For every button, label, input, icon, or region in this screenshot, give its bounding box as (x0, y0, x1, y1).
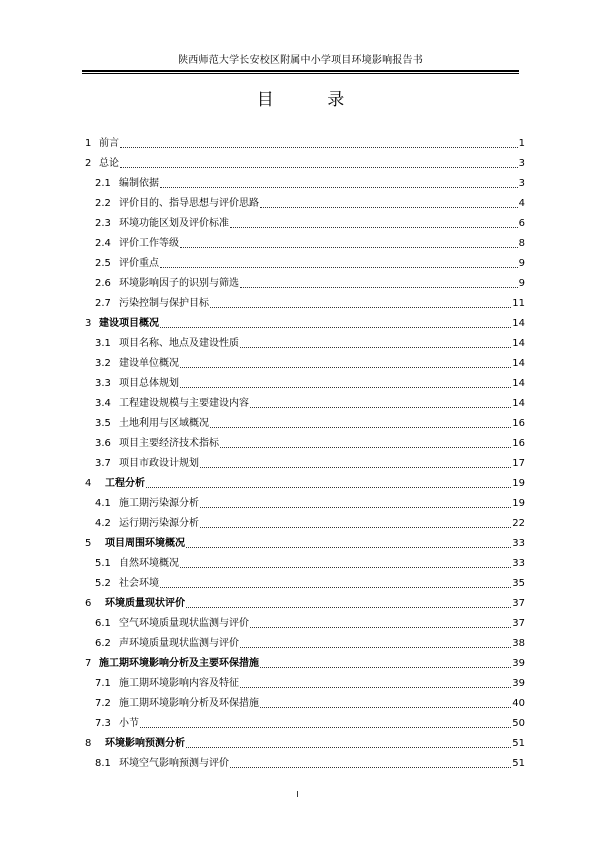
toc-entry-title: 土地利用与区域概况 (119, 418, 209, 429)
toc-entry[interactable] (82, 570, 525, 590)
table-of-contents (82, 130, 525, 770)
toc-entry-page: 16 (512, 438, 525, 449)
toc-entry[interactable] (82, 470, 525, 490)
toc-entry-number: 7.3 (95, 718, 111, 729)
toc-dot-leader (240, 339, 511, 348)
toc-entry-page: 51 (512, 758, 525, 769)
toc-entry-title: 评价重点 (119, 258, 159, 269)
toc-entry-page: 11 (512, 298, 525, 309)
toc-dot-leader (200, 519, 511, 528)
toc-entry-page: 19 (512, 478, 525, 489)
toc-entry[interactable] (82, 390, 525, 410)
toc-dot-leader (220, 439, 511, 448)
toc-entry-page: 37 (512, 598, 525, 609)
toc-entry-number: 1 (85, 138, 92, 149)
toc-entry[interactable] (82, 450, 525, 470)
toc-entry-number: 7 (85, 658, 92, 669)
toc-entry-title: 施工期污染源分析 (119, 498, 199, 509)
toc-dot-leader (260, 199, 518, 208)
toc-entry-number: 5.1 (95, 558, 111, 569)
toc-entry-title: 项目主要经济技术指标 (119, 438, 219, 449)
toc-entry-page: 6 (518, 218, 525, 229)
toc-entry-number: 3.1 (95, 338, 111, 349)
toc-entry-number: 3.3 (95, 378, 111, 389)
toc-dot-leader (240, 639, 511, 648)
toc-dot-leader (240, 279, 518, 288)
toc-dot-leader (250, 399, 511, 408)
toc-dot-leader (200, 499, 511, 508)
toc-dot-leader (120, 139, 518, 148)
toc-entry[interactable] (82, 150, 525, 170)
toc-entry-page: 1 (518, 138, 525, 149)
toc-entry-page: 9 (518, 258, 525, 269)
toc-entry[interactable] (82, 190, 525, 210)
header-rule (82, 70, 519, 72)
toc-entry-title: 自然环境概况 (119, 558, 179, 569)
toc-entry-number: 6 (85, 598, 92, 609)
toc-dot-leader (160, 319, 511, 328)
toc-entry-number: 6.2 (95, 638, 111, 649)
toc-entry-title: 环境空气影响预测与评价 (119, 758, 229, 769)
toc-entry-title: 环境功能区划及评价标准 (119, 218, 229, 229)
toc-entry-number: 8 (85, 738, 92, 749)
toc-entry-page: 14 (512, 378, 525, 389)
toc-dot-leader (180, 359, 511, 368)
toc-entry-title: 社会环境 (119, 578, 159, 589)
toc-entry-number: 6.1 (95, 618, 111, 629)
toc-entry-page: 17 (512, 458, 525, 469)
toc-entry[interactable] (82, 750, 525, 770)
toc-entry-title: 环境质量现状评价 (105, 598, 185, 609)
toc-entry[interactable] (82, 690, 525, 710)
toc-dot-leader (160, 179, 518, 188)
toc-entry-page: 14 (512, 318, 525, 329)
toc-title: 目 录 (256, 90, 369, 110)
toc-entry-title: 工程建设规模与主要建设内容 (119, 398, 249, 409)
toc-entry-page: 4 (518, 198, 525, 209)
toc-entry[interactable] (82, 350, 525, 370)
toc-entry-title: 空气环境质量现状监测与评价 (119, 618, 249, 629)
toc-entry[interactable] (82, 650, 525, 670)
toc-entry-title: 小节 (119, 718, 139, 729)
toc-dot-leader (200, 459, 511, 468)
toc-entry-page: 19 (512, 498, 525, 509)
toc-entry-number: 3.7 (95, 458, 111, 469)
toc-entry-number: 5 (85, 538, 92, 549)
toc-entry[interactable] (82, 730, 525, 750)
toc-entry-page: 37 (512, 618, 525, 629)
toc-dot-leader (250, 619, 511, 628)
toc-entry-number: 2.3 (95, 218, 111, 229)
toc-dot-leader (120, 159, 518, 168)
toc-entry-title: 运行期污染源分析 (119, 518, 199, 529)
toc-entry-number: 7.2 (95, 698, 111, 709)
toc-entry[interactable] (82, 590, 525, 610)
toc-dot-leader (186, 599, 511, 608)
toc-entry-page: 3 (518, 178, 525, 189)
toc-entry-page: 33 (512, 558, 525, 569)
toc-entry-number: 2.2 (95, 198, 111, 209)
toc-entry-page: 35 (512, 578, 525, 589)
toc-dot-leader (260, 659, 511, 668)
page-number: I (296, 790, 299, 799)
toc-entry[interactable] (82, 710, 525, 730)
toc-entry-number: 2 (85, 158, 92, 169)
toc-entry-page: 3 (518, 158, 525, 169)
toc-dot-leader (186, 739, 511, 748)
toc-entry-number: 8.1 (95, 758, 111, 769)
toc-entry-title: 建设单位概况 (119, 358, 179, 369)
toc-entry-number: 4.2 (95, 518, 111, 529)
page-header: 陕西师范大学长安校区附属中小学项目环境影响报告书 (178, 55, 423, 66)
toc-entry-title: 建设项目概况 (99, 318, 159, 329)
toc-entry-number: 3.4 (95, 398, 111, 409)
toc-entry[interactable] (82, 290, 525, 310)
toc-entry-title: 项目名称、地点及建设性质 (119, 338, 239, 349)
toc-entry-page: 50 (512, 718, 525, 729)
toc-entry[interactable] (82, 370, 525, 390)
header-rule-thin (82, 73, 519, 74)
toc-dot-leader (260, 699, 511, 708)
toc-entry[interactable] (82, 330, 525, 350)
toc-entry-page: 14 (512, 358, 525, 369)
toc-entry-number: 2.1 (95, 178, 111, 189)
toc-entry[interactable] (82, 430, 525, 450)
toc-dot-leader (230, 219, 518, 228)
toc-entry[interactable] (82, 410, 525, 430)
toc-entry-number: 2.5 (95, 258, 111, 269)
toc-entry-page: 39 (512, 678, 525, 689)
toc-entry-title: 评价工作等级 (119, 238, 179, 249)
toc-entry[interactable] (82, 510, 525, 530)
toc-entry[interactable] (82, 610, 525, 630)
toc-entry-title: 环境影响因子的识别与筛选 (119, 278, 239, 289)
toc-dot-leader (140, 719, 511, 728)
toc-entry-number: 2.7 (95, 298, 111, 309)
toc-entry[interactable] (82, 530, 525, 550)
toc-entry[interactable] (82, 630, 525, 650)
toc-entry-number: 2.6 (95, 278, 111, 289)
toc-entry-title: 项目周围环境概况 (105, 538, 185, 549)
toc-dot-leader (210, 299, 511, 308)
toc-entry-title: 总论 (99, 158, 119, 169)
toc-entry-title: 施工期环境影响分析及环保措施 (119, 698, 259, 709)
toc-entry-title: 施工期环境影响分析及主要环保措施 (99, 658, 259, 669)
toc-entry-number: 3.5 (95, 418, 111, 429)
toc-entry-page: 39 (512, 658, 525, 669)
toc-entry[interactable] (82, 490, 525, 510)
toc-entry-page: 8 (518, 238, 525, 249)
toc-entry[interactable] (82, 230, 525, 250)
toc-entry-title: 声环境质量现状监测与评价 (119, 638, 239, 649)
toc-entry-title: 施工期环境影响内容及特征 (119, 678, 239, 689)
toc-entry-title: 项目市政设计规划 (119, 458, 199, 469)
toc-entry-page: 16 (512, 418, 525, 429)
toc-entry-number: 4.1 (95, 498, 111, 509)
toc-entry-number: 3.2 (95, 358, 111, 369)
toc-entry-title: 工程分析 (105, 478, 145, 489)
toc-entry-page: 22 (512, 518, 525, 529)
toc-entry-number: 3 (85, 318, 92, 329)
toc-entry-title: 项目总体规划 (119, 378, 179, 389)
toc-entry-title: 污染控制与保护目标 (119, 298, 209, 309)
toc-dot-leader (210, 419, 511, 428)
toc-entry-page: 14 (512, 398, 525, 409)
toc-dot-leader (160, 579, 511, 588)
toc-entry[interactable] (82, 130, 525, 150)
toc-entry-number: 5.2 (95, 578, 111, 589)
toc-dot-leader (186, 539, 511, 548)
toc-entry-title: 编制依据 (119, 178, 159, 189)
toc-entry[interactable] (82, 270, 525, 290)
toc-entry[interactable] (82, 670, 525, 690)
toc-entry-title: 前言 (99, 138, 119, 149)
toc-entry-number: 7.1 (95, 678, 111, 689)
toc-entry[interactable] (82, 170, 525, 190)
toc-dot-leader (160, 259, 518, 268)
toc-dot-leader (180, 559, 511, 568)
toc-dot-leader (230, 759, 511, 768)
toc-entry[interactable] (82, 310, 525, 330)
toc-entry[interactable] (82, 550, 525, 570)
toc-entry-page: 14 (512, 338, 525, 349)
toc-dot-leader (180, 379, 511, 388)
toc-dot-leader (146, 479, 511, 488)
toc-entry-page: 38 (512, 638, 525, 649)
toc-entry-page: 51 (512, 738, 525, 749)
toc-dot-leader (240, 679, 511, 688)
toc-entry-number: 2.4 (95, 238, 111, 249)
toc-entry-number: 4 (85, 478, 92, 489)
toc-entry-title: 环境影响预测分析 (105, 738, 185, 749)
toc-entry-page: 9 (518, 278, 525, 289)
toc-entry-page: 33 (512, 538, 525, 549)
toc-entry-page: 40 (512, 698, 525, 709)
toc-entry[interactable] (82, 210, 525, 230)
toc-entry-number: 3.6 (95, 438, 111, 449)
toc-entry-title: 评价目的、指导思想与评价思路 (119, 198, 259, 209)
toc-entry[interactable] (82, 250, 525, 270)
toc-dot-leader (180, 239, 518, 248)
